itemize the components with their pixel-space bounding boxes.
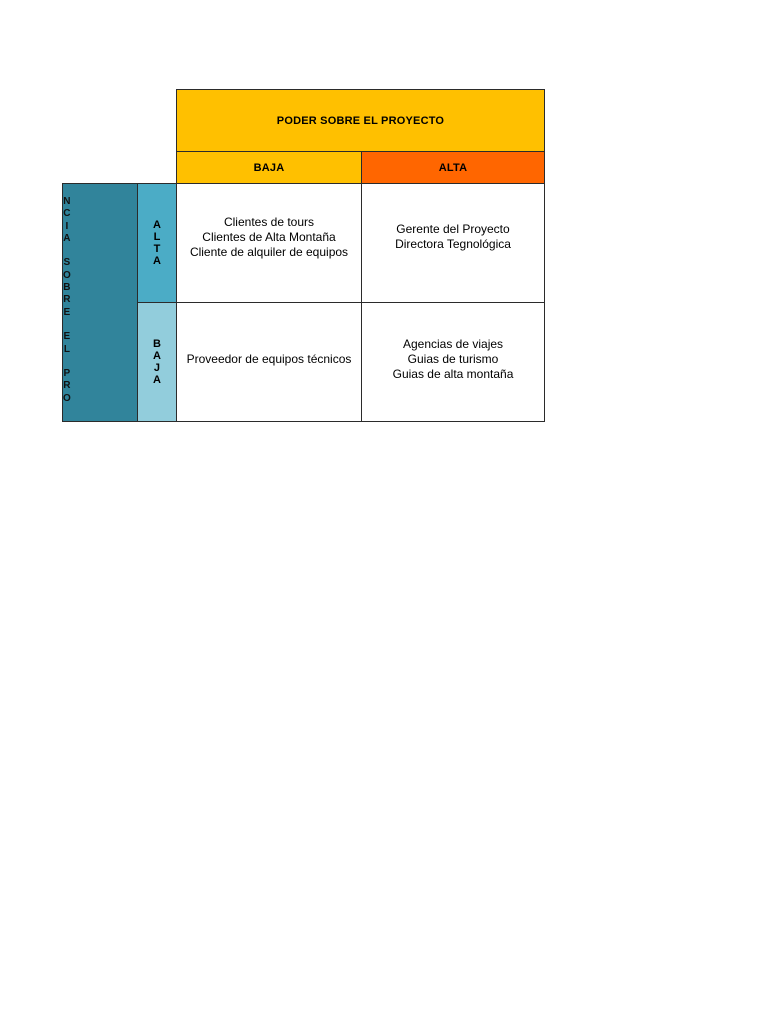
interest-low-header xyxy=(137,302,177,422)
power-axis-header-label: PODER SOBRE EL PROYECTO xyxy=(276,114,445,127)
vertical-letter: O xyxy=(63,392,71,404)
vertical-letter: C xyxy=(63,208,71,220)
quadrant-text xyxy=(187,352,352,367)
vertical-letter xyxy=(66,245,69,257)
quadrant-low-interest-low-power xyxy=(176,302,362,422)
vertical-letter: P xyxy=(63,368,71,380)
vertical-letter: N xyxy=(63,195,71,207)
stakeholder-item: Guias de turismo xyxy=(407,351,499,366)
interest-low-vertical-text xyxy=(153,338,161,386)
quadrant-high-interest-low-power xyxy=(176,183,362,303)
stakeholder-item: Clientes de Alta Montaña xyxy=(202,229,336,244)
stakeholder-item: Cliente de alquiler de equipos xyxy=(189,244,349,259)
vertical-letter: T xyxy=(153,243,161,255)
vertical-letter: O xyxy=(63,269,71,281)
vertical-letter: R xyxy=(63,380,71,392)
power-axis-header xyxy=(176,89,545,152)
power-low-label: BAJA xyxy=(253,161,285,174)
vertical-letter: A xyxy=(153,350,161,362)
stakeholder-item: Directora Tegnológica xyxy=(395,237,511,251)
vertical-letter: A xyxy=(153,374,161,386)
vertical-letter xyxy=(66,356,69,368)
vertical-letter: S xyxy=(63,257,71,269)
vertical-letter: J xyxy=(153,362,161,374)
stakeholder-item: Clientes de tours xyxy=(223,214,315,229)
vertical-letter: A xyxy=(63,232,71,244)
vertical-letter xyxy=(66,319,69,331)
vertical-letter: L xyxy=(63,343,70,355)
interest-axis-vertical-text xyxy=(63,196,71,405)
stakeholder-item: Guias de alta montaña xyxy=(392,366,514,381)
vertical-letter: E xyxy=(63,306,71,318)
vertical-letter: B xyxy=(63,282,71,294)
vertical-letter: R xyxy=(63,294,71,306)
vertical-letter: B xyxy=(153,338,161,350)
quadrant-text xyxy=(393,337,514,382)
stakeholder-item: Gerente del Proyecto xyxy=(396,222,510,236)
interest-axis-header xyxy=(62,183,138,422)
stakeholder-item: Proveedor de equipos técnicos xyxy=(186,351,352,366)
quadrant-text xyxy=(190,215,348,260)
power-high-label: ALTA xyxy=(438,161,468,174)
stakeholder-item: Agencias de viajes xyxy=(402,336,504,351)
vertical-letter: L xyxy=(153,231,161,243)
vertical-letter: A xyxy=(153,219,161,231)
quadrant-high-interest-high-power xyxy=(361,183,545,303)
quadrant-low-interest-high-power xyxy=(361,302,545,422)
interest-high-header xyxy=(137,183,177,303)
interest-high-vertical-text xyxy=(153,219,161,267)
power-high-header xyxy=(361,151,545,184)
vertical-letter: E xyxy=(63,331,71,343)
power-low-header xyxy=(176,151,362,184)
vertical-letter: A xyxy=(153,255,161,267)
quadrant-text xyxy=(395,222,511,252)
vertical-letter: I xyxy=(65,220,69,232)
